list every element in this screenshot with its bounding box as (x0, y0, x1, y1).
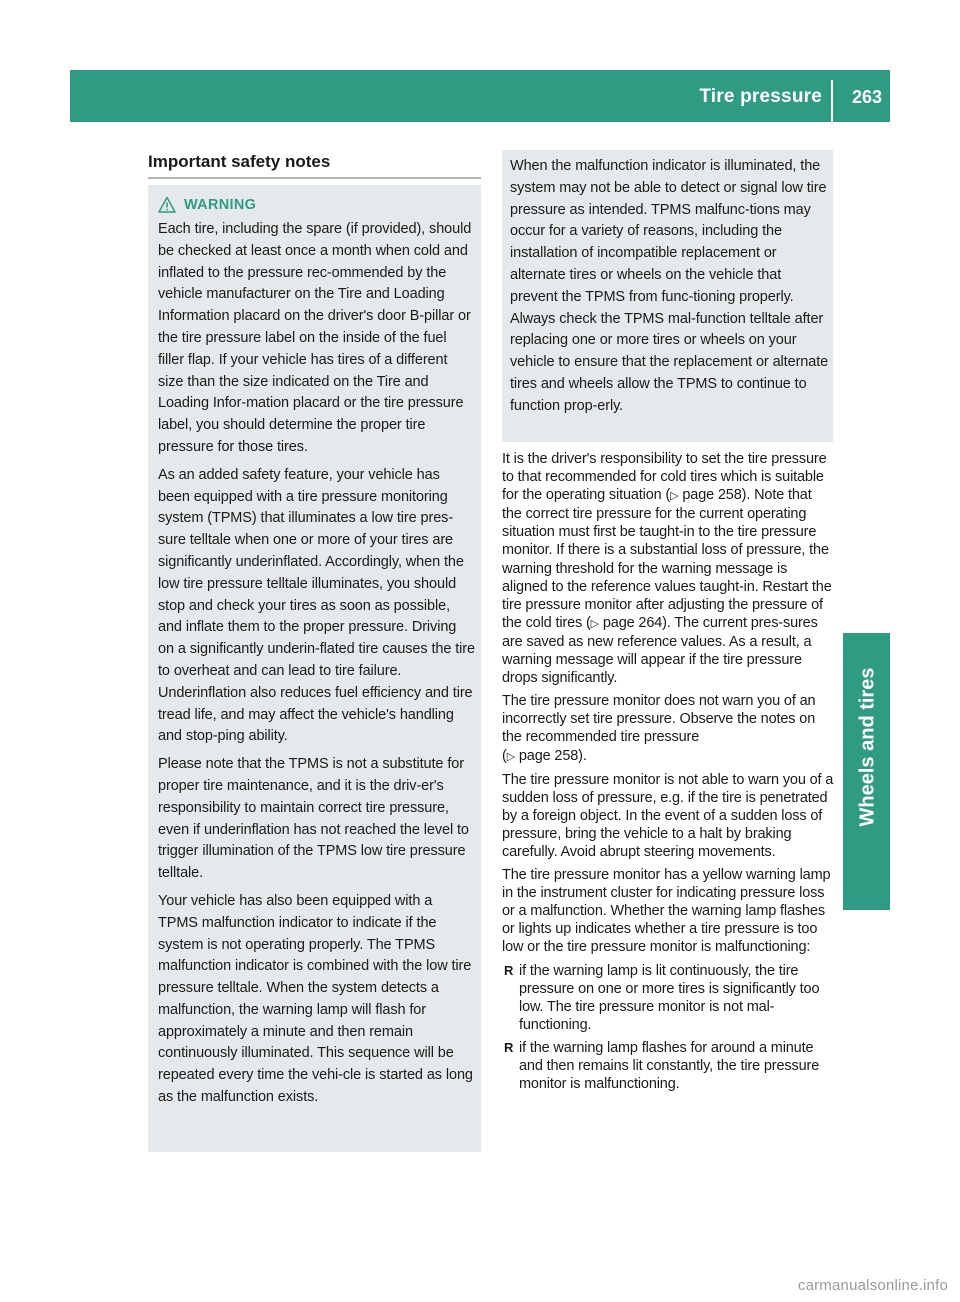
bullet-icon: R (504, 962, 514, 978)
list-item (502, 1039, 834, 1093)
body-paragraph: The tire pressure monitor does not warn you of an incorrectly set tire pressure. Observe the notes on the recommended tire pressure (▷ page 258). (502, 693, 816, 764)
warning-box (148, 185, 481, 1152)
list-item (502, 962, 834, 1034)
page-reference-arrow-icon: ▷ (506, 750, 515, 763)
side-tab-label: Wheels and tires (856, 667, 879, 827)
watermark-text: carmanualsonline.info (797, 1277, 948, 1294)
bullet-icon: R (504, 1039, 514, 1055)
chapter-title: Tire pressure (699, 86, 822, 107)
header-divider (831, 80, 833, 122)
warning-paragraph: Each tire, including the spare (if provided), should be checked at least once a month when cold and inflated to the pressure rec-ommended by the vehicle manufacturer on the Tire and Loading Information placard on the driver's door B-pillar or the tire pressure label on the inside of the fuel filler flap. If your vehicle has tires of a different size than the size indicated on the Tire and Loading Infor-mation placard or the tire pressure label, you should determine the proper tire pressure for those tires. (158, 221, 472, 455)
malfunction-note-box (502, 150, 833, 442)
warning-header (158, 191, 475, 219)
bullet-list (502, 962, 834, 1094)
list-item-text: if the warning lamp flashes for around a minute and then remains lit constantly, the tire pressure monitor is malfunctioning. (519, 1039, 820, 1093)
warning-paragraph: As an added safety feature, your vehicle has been equipped with a tire pressure monitoring system (TPMS) that illuminates a low tire pres-sure telltale when one or more of your tires are significantly underinflated. Accordingly, when the low tire pressure telltale illuminates, you should stop and check your tires as soon as possible, and inflate them to the proper pressure. Driving on a significantly underin-flated tire causes the tire to overheat and can lead to tire failure. Underinflation also reduces fuel efficiency and tire tread life, and may affect the vehicle's handling and stop-ping ability. (158, 466, 475, 745)
page-reference-arrow-icon: ▷ (590, 617, 599, 630)
warning-label: WARNING (184, 197, 257, 213)
page-reference-link[interactable]: page 258 (518, 747, 579, 764)
body-paragraph: It is the driver's responsibility to set the tire pressure to that recommended for cold tires which is suitable for the operating situation (▷ page 258). Note that the correct tire pressure for the current operating situation must first be taught-in to the tire pressure monitor. If there is a substantial loss of pressure, the warning threshold for the warning message is aligned to the reference values taught-in. Restart the tire pressure monitor after adjusting the pressure of the cold tires (▷ page 264). The current pres-sures are saved as new reference values. As a result, a warning message will appear if the tire pressure drops significantly. (502, 451, 832, 687)
page-header (70, 70, 890, 122)
body-paragraph: The tire pressure monitor has a yellow warning lamp in the instrument cluster for indicating pressure loss or a malfunction. Whether the warning lamp flashes or lights up indicates whether a tire pressure is too low or the tire pressure monitor is malfunctioning: (502, 867, 831, 956)
page-reference-link[interactable]: page 258 (682, 487, 742, 504)
body-paragraph: The tire pressure monitor is not able to warn you of a sudden loss of pressure, e.g. if the tire is penetrated by a foreign object. In the event of a sudden loss of pressure, bring the vehicle to a halt by braking carefully. Avoid abrupt steering movements. (502, 771, 834, 860)
list-item-text: if the warning lamp is lit continuously, the tire pressure on one or more tires is significantly too low. The tire pressure monitor is not mal-functioning. (519, 962, 820, 1033)
page-number: 263 (851, 87, 882, 107)
body-text: It is the driver's responsibility to set the tire pressure to that recommended for cold tires which is suitable for the operating situation (502, 451, 827, 504)
body-text: The tire pressure monitor does not warn you of an incorrectly set tire pressure. Observe the notes on the recommended tire pressure (502, 693, 816, 746)
warning-paragraph: Your vehicle has also been equipped with a TPMS malfunction indicator to indicate if the system is not operating properly. The TPMS malfunction indicator is combined with the low tire pressure telltale. When the system detects a malfunction, the warning lamp will flash for approximately a minute and then remain continuously illuminated. This sequence will be repeated every time the vehi-cle is started as long as the malfunction exists. (158, 892, 473, 1106)
body-text: ). The current pres-sures are saved as new reference values. As a result, a warning message will appear if the tire pressure drops significantly. (502, 614, 818, 687)
warning-triangle-icon (158, 196, 176, 214)
malfunction-note-text: When the malfunction indicator is illuminated, the system may not be able to detect or signal low tire pressure as intended. TPMS malfunc-tions may occur for a variety of reasons, including the installation of incompatible replacement or alternate tires or wheels on the vehicle that prevent the TPMS from func-tioning properly. Always check the TPMS mal-function telltale after replacing one or more tires or wheels on your vehicle to ensure that the replacement or alternate tires and wheels allow the TPMS to continue to function prop-erly. (510, 158, 829, 414)
page-reference-link[interactable]: page 264 (602, 614, 663, 631)
body-text: . Note that the correct tire pressure for the current operating situation must first be taught-in to the tire pressure monitor. If there is a substantial loss of pressure, the warning threshold for the warning message is aligned to the reference values taught-in. Restart the tire pressure monitor after adjusting the pressure of the cold tires ( (502, 487, 832, 631)
page-reference-arrow-icon: ▷ (670, 490, 679, 503)
warning-paragraph: Please note that the TPMS is not a substitute for proper tire maintenance, and it is the driv-er's responsibility to maintain correct tire pressure, even if underinflation has not reached the level to trigger illumination of the TPMS low tire pressure telltale. (158, 756, 469, 882)
section-divider (148, 177, 481, 179)
section-title: Important safety notes (148, 152, 331, 171)
body-text-column (502, 450, 834, 1098)
